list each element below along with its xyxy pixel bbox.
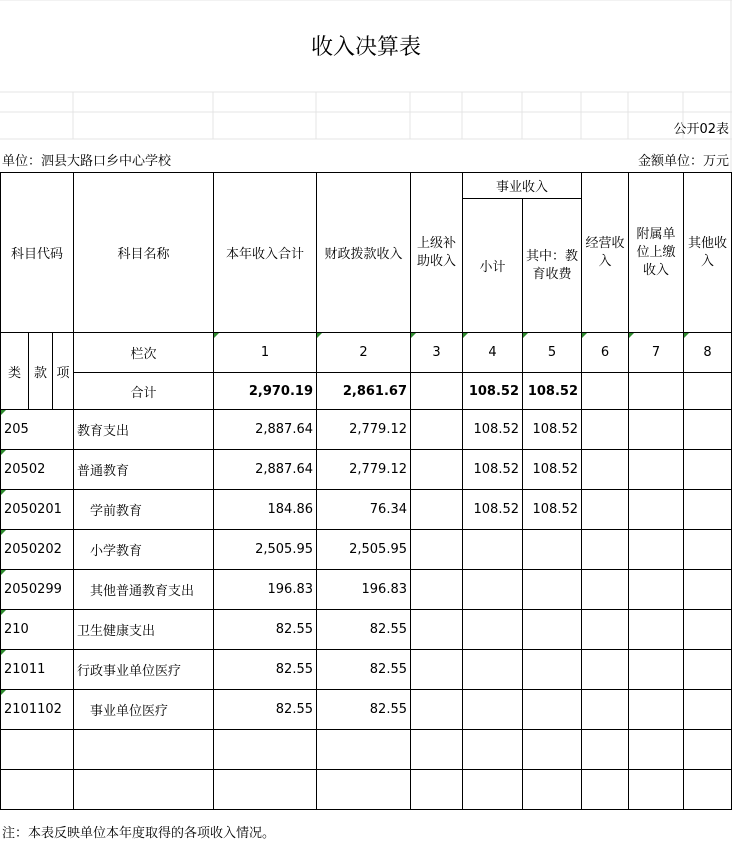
column-no-label: 栏次 — [74, 333, 214, 373]
row-value-cell — [582, 650, 629, 690]
row-value-cell — [411, 530, 463, 570]
row-value-cell — [684, 690, 732, 730]
row-subject-name: 小学教育 — [74, 530, 214, 570]
row-subject-code: 2050202 — [1, 530, 74, 570]
header-subject-name: 科目名称 — [74, 173, 214, 333]
header-total-income: 本年收入合计 — [214, 173, 317, 333]
row-value-cell — [523, 650, 582, 690]
unit-label: 单位：泗县大路口乡中心学校 — [2, 154, 172, 169]
row-value-cell — [629, 410, 684, 450]
row-value-cell — [684, 490, 732, 530]
row-subject-code: 210 — [1, 610, 74, 650]
total-cell — [629, 373, 684, 410]
row-value-cell — [411, 490, 463, 530]
row-value-cell — [629, 490, 684, 530]
table-row — [1, 730, 732, 770]
column-no-5: 5 — [523, 333, 582, 373]
row-value-cell — [214, 770, 317, 810]
total-cell — [582, 373, 629, 410]
row-value-cell — [582, 570, 629, 610]
header-education-fee: 其中：教育收费 — [523, 199, 582, 333]
row-subject-name: 卫生健康支出 — [74, 610, 214, 650]
page-title: 收入决算表 — [310, 35, 421, 60]
row-value-cell — [463, 570, 523, 610]
row-value-cell: 82.55 — [317, 650, 411, 690]
header-affiliated-income: 附属单位上缴收入 — [629, 173, 684, 333]
row-value-cell — [684, 410, 732, 450]
row-subject-name: 其他普通教育支出 — [74, 570, 214, 610]
row-value-cell — [411, 610, 463, 650]
row-subject-name: 学前教育 — [74, 490, 214, 530]
row-value-cell: 196.83 — [214, 570, 317, 610]
row-value-cell — [684, 530, 732, 570]
column-no-2: 2 — [317, 333, 411, 373]
total-cell: 2,861.67 — [317, 373, 411, 410]
row-value-cell — [629, 530, 684, 570]
row-value-cell — [463, 770, 523, 810]
row-value-cell — [463, 730, 523, 770]
row-value-cell — [523, 690, 582, 730]
header-xiang: 项 — [53, 333, 74, 410]
row-value-cell — [317, 730, 411, 770]
header-subtotal: 小计 — [463, 199, 523, 333]
row-value-cell — [463, 690, 523, 730]
row-subject-name: 行政事业单位医疗 — [74, 650, 214, 690]
row-value-cell: 108.52 — [523, 490, 582, 530]
row-value-cell: 108.52 — [463, 490, 523, 530]
header-kuan: 款 — [29, 333, 53, 410]
row-value-cell — [582, 730, 629, 770]
total-row — [1, 373, 732, 410]
row-subject-name: 普通教育 — [74, 450, 214, 490]
row-value-cell — [523, 570, 582, 610]
row-value-cell — [629, 570, 684, 610]
row-value-cell — [684, 570, 732, 610]
row-value-cell — [684, 770, 732, 810]
row-value-cell — [411, 770, 463, 810]
row-value-cell: 2,505.95 — [214, 530, 317, 570]
table-row — [1, 530, 732, 570]
total-cell — [684, 373, 732, 410]
row-subject-code — [1, 730, 74, 770]
table-row — [1, 490, 732, 530]
row-subject-code: 2050299 — [1, 570, 74, 610]
row-value-cell: 82.55 — [214, 610, 317, 650]
table-row — [1, 410, 732, 450]
row-value-cell: 82.55 — [317, 690, 411, 730]
row-value-cell — [411, 690, 463, 730]
row-value-cell: 2,779.12 — [317, 410, 411, 450]
row-value-cell — [411, 730, 463, 770]
column-no-3: 3 — [411, 333, 463, 373]
row-value-cell — [523, 610, 582, 650]
row-value-cell — [684, 610, 732, 650]
row-value-cell — [582, 770, 629, 810]
row-value-cell — [582, 530, 629, 570]
row-value-cell — [582, 610, 629, 650]
row-subject-code: 205 — [1, 410, 74, 450]
table-row — [1, 610, 732, 650]
row-value-cell: 82.55 — [317, 610, 411, 650]
row-value-cell — [582, 450, 629, 490]
row-value-cell — [629, 450, 684, 490]
row-value-cell — [411, 650, 463, 690]
column-no-8: 8 — [684, 333, 732, 373]
row-value-cell — [463, 650, 523, 690]
row-value-cell: 2,887.64 — [214, 450, 317, 490]
row-value-cell: 76.34 — [317, 490, 411, 530]
row-value-cell — [629, 770, 684, 810]
row-subject-name: 教育支出 — [74, 410, 214, 450]
row-subject-code — [1, 770, 74, 810]
amount-unit-label: 金额单位：万元 — [637, 154, 729, 169]
column-no-7: 7 — [629, 333, 684, 373]
row-value-cell — [523, 770, 582, 810]
row-subject-code: 21011 — [1, 650, 74, 690]
row-value-cell — [411, 450, 463, 490]
table-row — [1, 450, 732, 490]
header-fiscal-income: 财政拨款收入 — [317, 173, 411, 333]
row-value-cell — [411, 570, 463, 610]
table-row — [1, 570, 732, 610]
row-value-cell: 2,779.12 — [317, 450, 411, 490]
row-value-cell — [629, 730, 684, 770]
row-value-cell — [463, 610, 523, 650]
row-value-cell: 108.52 — [523, 410, 582, 450]
row-value-cell — [629, 690, 684, 730]
row-value-cell — [582, 410, 629, 450]
row-value-cell: 82.55 — [214, 650, 317, 690]
total-cell: 2,970.19 — [214, 373, 317, 410]
row-value-cell: 196.83 — [317, 570, 411, 610]
row-value-cell — [411, 410, 463, 450]
row-value-cell — [214, 730, 317, 770]
row-value-cell — [684, 730, 732, 770]
row-value-cell — [317, 770, 411, 810]
form-code-label: 公开02表 — [673, 122, 729, 137]
row-subject-name — [74, 770, 214, 810]
header-operating-income: 经营收入 — [582, 173, 629, 333]
header-subject-code: 科目代码 — [1, 173, 74, 333]
row-value-cell — [684, 450, 732, 490]
total-label: 合计 — [74, 373, 214, 410]
row-value-cell: 2,505.95 — [317, 530, 411, 570]
column-no-1: 1 — [214, 333, 317, 373]
footnote: 注：本表反映单位本年度取得的各项收入情况。 — [2, 826, 276, 841]
header-superior-subsidy: 上级补助收入 — [411, 173, 463, 333]
row-value-cell — [582, 690, 629, 730]
row-value-cell: 108.52 — [463, 410, 523, 450]
row-value-cell: 82.55 — [214, 690, 317, 730]
table-row — [1, 650, 732, 690]
data-rows — [1, 410, 732, 810]
row-value-cell — [523, 730, 582, 770]
row-value-cell — [629, 650, 684, 690]
header-business-income: 事业收入 — [463, 173, 582, 199]
row-value-cell — [463, 530, 523, 570]
row-subject-name — [74, 730, 214, 770]
row-subject-name: 事业单位医疗 — [74, 690, 214, 730]
row-value-cell: 108.52 — [463, 450, 523, 490]
header-lei: 类 — [1, 333, 29, 410]
table-row — [1, 690, 732, 730]
row-value-cell — [523, 530, 582, 570]
row-value-cell: 2,887.64 — [214, 410, 317, 450]
row-value-cell — [684, 650, 732, 690]
total-cell: 108.52 — [523, 373, 582, 410]
row-subject-code: 2101102 — [1, 690, 74, 730]
total-cell — [411, 373, 463, 410]
row-value-cell — [629, 610, 684, 650]
income-table — [0, 172, 732, 810]
row-value-cell: 108.52 — [523, 450, 582, 490]
total-cell: 108.52 — [463, 373, 523, 410]
row-value-cell — [582, 490, 629, 530]
row-subject-code: 2050201 — [1, 490, 74, 530]
column-no-4: 4 — [463, 333, 523, 373]
table-row — [1, 770, 732, 810]
row-value-cell: 184.86 — [214, 490, 317, 530]
header-other-income: 其他收入 — [684, 173, 732, 333]
row-subject-code: 20502 — [1, 450, 74, 490]
column-no-6: 6 — [582, 333, 629, 373]
